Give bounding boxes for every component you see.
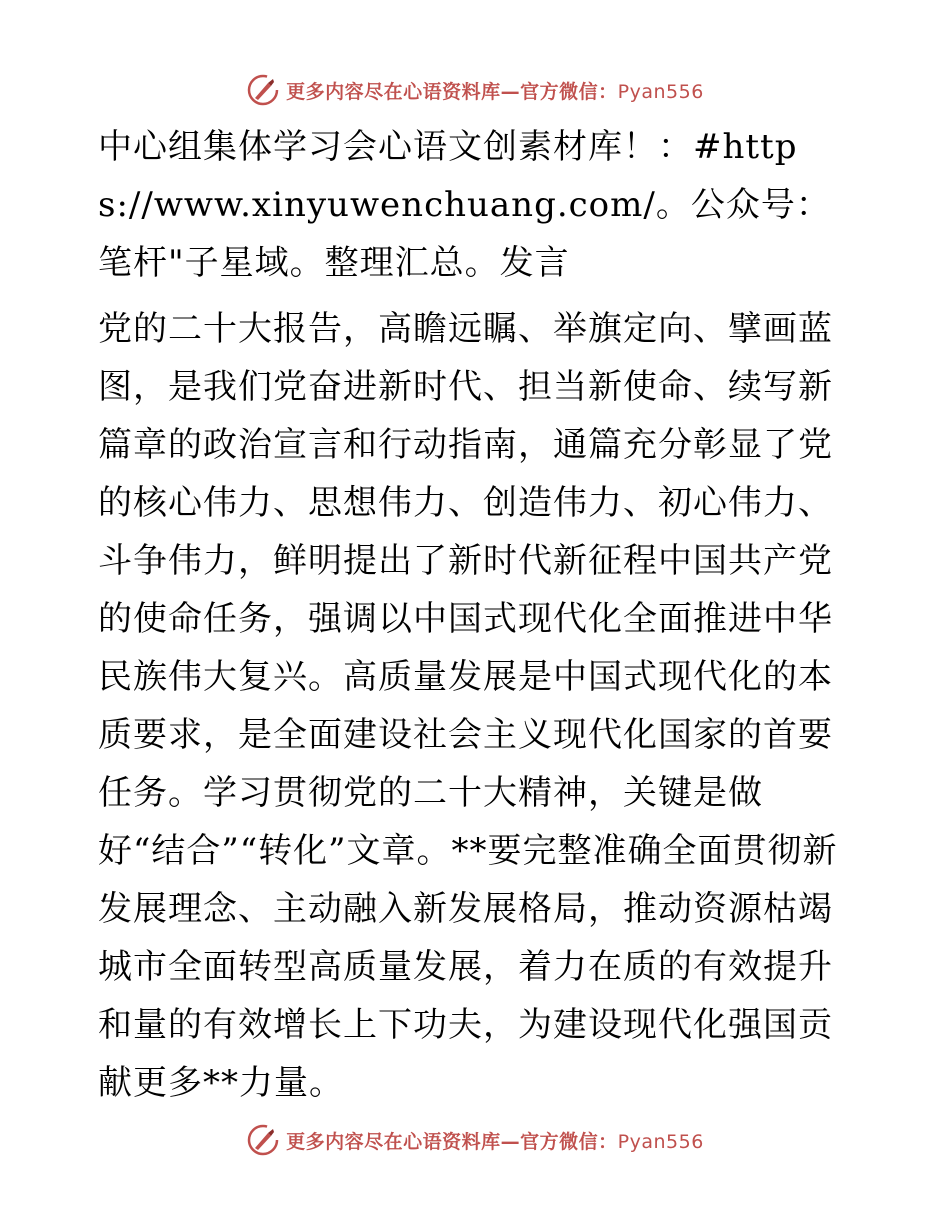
- footer-banner: [0, 1120, 950, 1160]
- header-banner-text: [286, 77, 704, 104]
- footer-banner-text: [286, 1127, 704, 1154]
- body-paragraph: 党的二十大报告，高瞻远瞩、举旗定向、擘画蓝图，是我们党奋进新时代、担当新使命、续写新篇章的政治宣言和行动指南，通篇充分彰显了党的核心伟力、思想伟力、创造伟力、初心伟力、斗争伟力，鲜明提出了新时代新征程中国共产党的使命任务，强调以中国式现代化全面推进中华民族伟大复兴。高质量发展是中国式现代化的本质要求，是全面建设社会主义现代化国家的首要任务。学习贯彻党的二十大精神，关键是做好“结合”“转化”文章。**要完整准确全面贯彻新发展理念、主动融入新发展格局，推动资源枯竭城市全面转型高质量发展，着力在质的有效提升和量的有效增长上下功夫，为建设现代化强国贡献更多**力量。: [98, 309, 838, 1103]
- intro-paragraph: 中心组集体学习会心语文创素材库！：#https://www.xinyuwenchuang.com/。公众号：笔杆"子星域。整理汇总。发言: [98, 127, 831, 283]
- footer-wechat-id: Pyan556: [617, 1130, 704, 1153]
- feather-pen-logo-icon: [246, 1123, 280, 1157]
- header-wechat-id: Pyan556: [617, 80, 704, 103]
- footer-banner-label: 更多内容尽在心语资料库—官方微信：: [286, 1130, 618, 1153]
- header-banner: [0, 70, 950, 110]
- feather-pen-logo-icon: [246, 73, 280, 107]
- header-banner-label: 更多内容尽在心语资料库—官方微信：: [286, 80, 618, 103]
- document-body: [98, 118, 850, 1112]
